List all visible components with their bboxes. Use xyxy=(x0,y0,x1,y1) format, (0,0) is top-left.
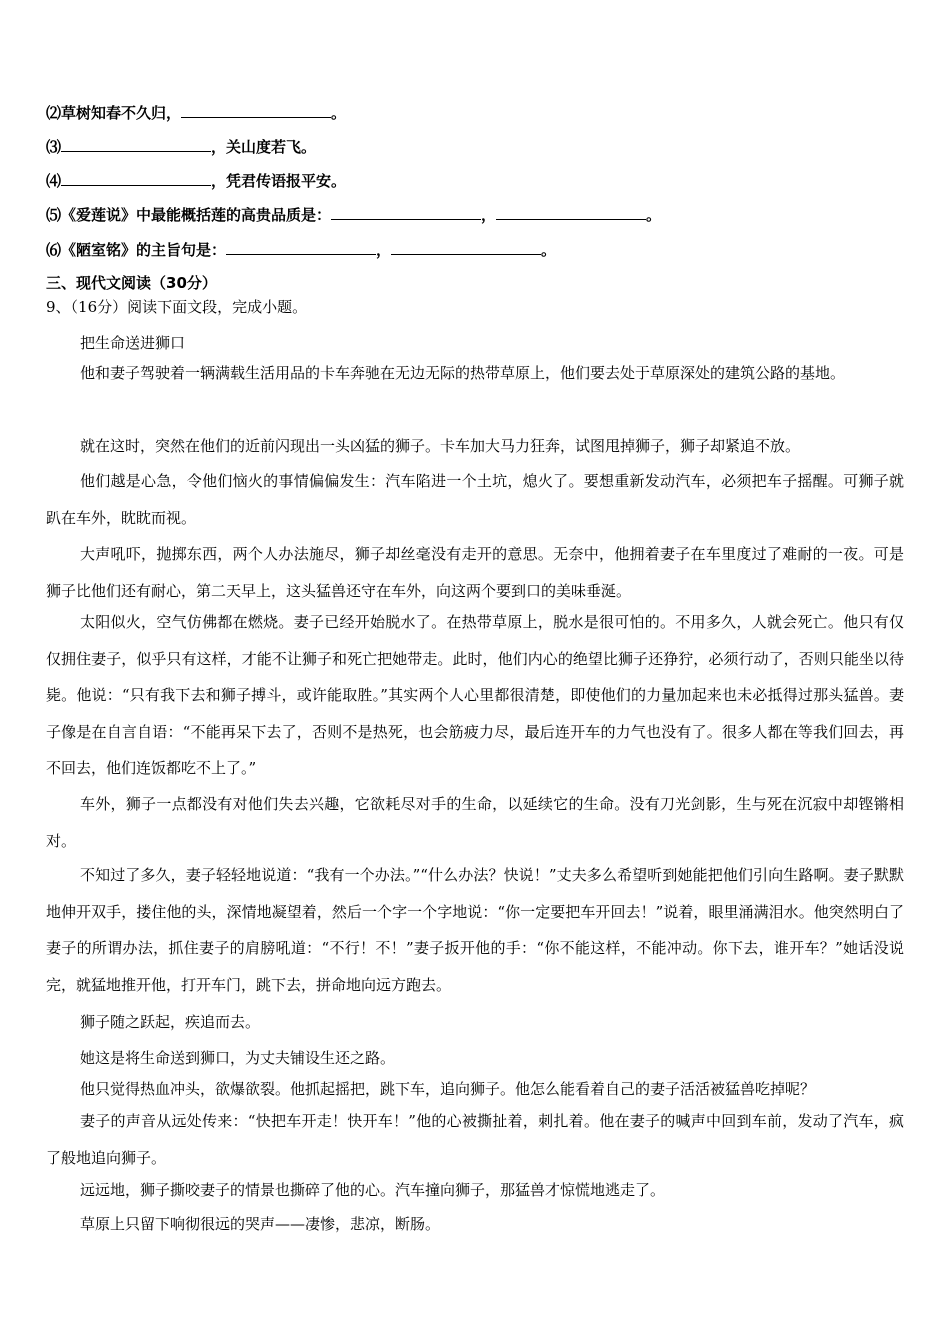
question-number: ⑹ xyxy=(46,241,62,259)
paragraph-9: 她这是将生命送到狮口，为丈夫铺设生还之路。 xyxy=(80,1049,396,1067)
question-number: ⑶ xyxy=(46,138,62,156)
question-text: 草树知春不久归， xyxy=(61,104,182,122)
answer-blank[interactable] xyxy=(391,240,541,255)
answer-blank[interactable] xyxy=(61,171,211,186)
question-text: ，凭君传语报平安。 xyxy=(211,172,347,190)
question-text: 。 xyxy=(331,104,347,122)
story-title: 把生命送进狮口 xyxy=(80,334,186,352)
paragraph-13: 草原上只留下响彻很远的哭声——凄惨，悲凉，断肠。 xyxy=(80,1215,441,1233)
fill-question-6 xyxy=(46,240,556,260)
fill-question-3 xyxy=(46,137,316,157)
paragraph-11: 妻子的声音从远处传来：“快把车开走！快开车！”他的心被撕扯着，刺扎着。他在妻子的喊声中回到车前，发动了汽车，疯了般地追向狮子。 xyxy=(46,1112,904,1167)
paragraph-5: 太阳似火，空气仿佛都在燃烧。妻子已经开始脱水了。在热带草原上，脱水是很可怕的。不用多久，人就会死亡。他只有仅仅拥住妻子，似乎只有这样，才能不让狮子和死亡把她带走。此时，他们内心的绝望比狮子还狰狞，必须行动了，否则只能坐以待毙。他说：“只有我下去和狮子搏斗，或许能取胜。”其实两个人心里都很清楚，即使他们的力量加起来也未必抵得过那头猛兽。妻子像是在自言自语：“不能再呆下去了，否则不是热死，也会筋疲力尽，最后连开车的力气也没有了。很多人都在等我们回去，再不回去，他们连饭都吃不上了。” xyxy=(46,613,904,777)
question-number: ⑸ xyxy=(46,206,62,224)
answer-blank[interactable] xyxy=(61,137,211,152)
question-text: 《陋室铭》的主旨句是： xyxy=(61,241,227,259)
paragraph-4: 大声吼吓，抛掷东西，两个人办法施尽，狮子却丝毫没有走开的意思。无奈中，他拥着妻子在车里度过了难耐的一夜。可是狮子比他们还有耐心，第二天早上，这头猛兽还守在车外，向这两个要到口的美味垂涎。 xyxy=(46,545,904,600)
question-number: ⑵ xyxy=(46,104,62,122)
question-text: 。 xyxy=(646,206,662,224)
fill-question-4 xyxy=(46,171,346,191)
paragraph-10: 他只觉得热血冲头，欲爆欲裂。他抓起摇把，跳下车，追向狮子。他怎么能看着自己的妻子活活被猛兽吃掉呢？ xyxy=(80,1080,816,1098)
question-text: ， xyxy=(376,241,392,259)
question-text: ，关山度若飞。 xyxy=(211,138,317,156)
fill-question-5 xyxy=(46,205,661,225)
answer-blank[interactable] xyxy=(496,205,646,220)
question-text: ， xyxy=(481,206,497,224)
question-number: ⑷ xyxy=(46,172,62,190)
answer-blank[interactable] xyxy=(331,205,481,220)
paragraph-3: 他们越是心急，令他们恼火的事情偏偏发生：汽车陷进一个土坑，熄火了。要想重新发动汽车，必须把车子摇醒。可狮子就趴在车外，眈眈而视。 xyxy=(46,472,904,527)
question-text: 《爱莲说》中最能概括莲的高贵品质是： xyxy=(61,206,332,224)
paragraph-1: 他和妻子驾驶着一辆满载生活用品的卡车奔驰在无边无际的热带草原上，他们要去处于草原深处的建筑公路的基地。 xyxy=(80,364,846,382)
fill-question-2 xyxy=(46,103,346,123)
question-text: 。 xyxy=(541,241,557,259)
paragraph-2: 就在这时，突然在他们的近前闪现出一头凶猛的狮子。卡车加大马力狂奔，试图甩掉狮子，狮子却紧追不放。 xyxy=(80,437,801,455)
section-title: 三、现代文阅读（30分） xyxy=(46,274,217,292)
question-9-intro: 9、（16分）阅读下面文段，完成小题。 xyxy=(46,298,308,316)
answer-blank[interactable] xyxy=(226,240,376,255)
paragraph-6: 车外，狮子一点都没有对他们失去兴趣，它欲耗尽对手的生命，以延续它的生命。没有刀光剑影，生与死在沉寂中却铿锵相对。 xyxy=(46,795,904,850)
answer-blank[interactable] xyxy=(181,103,331,118)
paragraph-12: 远远地，狮子撕咬妻子的情景也撕碎了他的心。汽车撞向狮子，那猛兽才惊慌地逃走了。 xyxy=(80,1181,666,1199)
paragraph-8: 狮子随之跃起，疾追而去。 xyxy=(80,1013,261,1031)
paragraph-7: 不知过了多久，妻子轻轻地说道：“我有一个办法。”“什么办法？快说！”丈夫多么希望听到她能把他们引向生路啊。妻子默默地伸开双手，搂住他的头，深情地凝望着，然后一个字一个字地说：“你一定要把车开回去！”说着，眼里涌满泪水。他突然明白了妻子的所谓办法，抓住妻子的肩膀吼道：“不行！不！”妻子扳开他的手：“你不能这样，不能冲动。你下去，谁开车？”她话没说完，就猛地推开他，打开车门，跳下去，拼命地向远方跑去。 xyxy=(46,866,904,994)
